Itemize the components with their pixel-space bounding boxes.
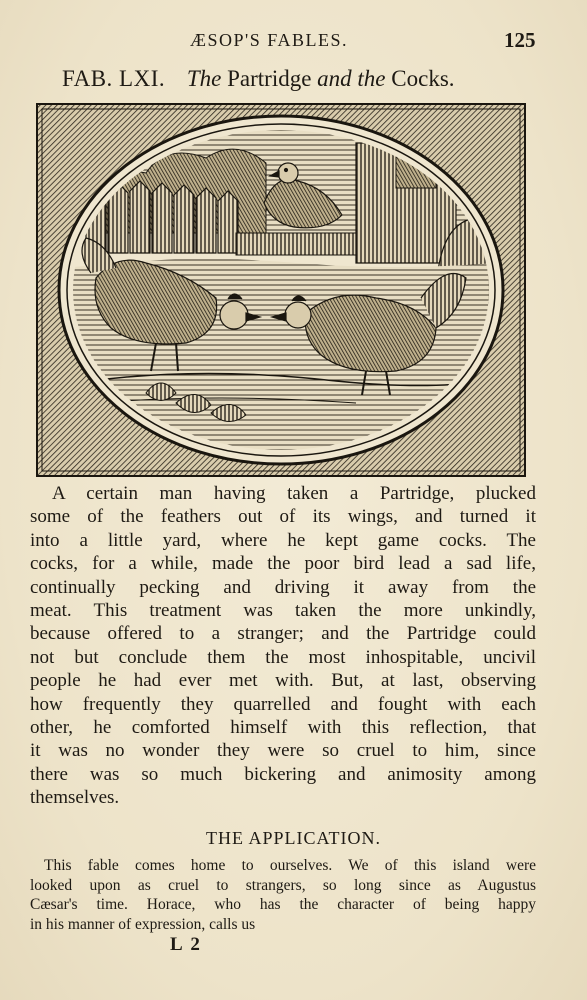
application-line: looked upon as cruel to strangers, so long since as Augustus (30, 876, 536, 894)
body-line: other, he comforted himself with this reflection, that (30, 716, 536, 738)
woodcut-partridge-and-cocks-icon (36, 103, 526, 477)
fable-title-the: The (186, 66, 222, 91)
page-number: 125 (504, 28, 536, 52)
application-heading: THE APPLICATION. (205, 828, 381, 848)
fable-number: FAB. LXI. (62, 66, 166, 91)
application-line: This fable comes home to ourselves. We of this island were (44, 857, 536, 874)
body-line: some of the feathers out of its wings, and turned it (30, 506, 536, 528)
application-body (30, 856, 536, 934)
body-line: A certain man having taken a Partridge, plucked (52, 483, 536, 504)
signature-mark: L 2 (170, 934, 202, 955)
fable-title-partridge: Partridge (227, 66, 312, 91)
application-line: in his manner of expression, calls us (30, 915, 256, 933)
fable-body (30, 482, 536, 809)
fable-title-and-the: and the (317, 66, 386, 91)
body-line: because offered to a stranger; and the Partridge could (30, 623, 536, 645)
fable-title-cocks: Cocks. (391, 66, 455, 91)
body-line: themselves. (30, 787, 120, 809)
fable-heading (62, 66, 542, 92)
body-line: cocks, for a while, made the poor bird lead a sad life, (30, 553, 536, 575)
body-line: there was so much bickering and animosity among (30, 763, 536, 785)
body-line: people he had ever met with. But, at last, observing (30, 670, 536, 692)
running-title: ÆSOP'S FABLES. (190, 30, 348, 50)
body-line: how frequently they quarrelled and fought with each (30, 693, 536, 715)
body-line: not but conclude them the most inhospitable, uncivil (30, 646, 536, 668)
body-line: it was no wonder they were so cruel to him, since (30, 740, 536, 762)
application-line: Cæsar's time. Horace, who has the character of being happy (30, 896, 536, 913)
body-line: meat. This treatment was taken the more unkindly, (30, 599, 536, 621)
running-head (0, 30, 587, 54)
body-line: into a little yard, where he kept game cocks. The (30, 529, 536, 551)
body-line: continually pecking and driving it away from the (30, 576, 536, 598)
